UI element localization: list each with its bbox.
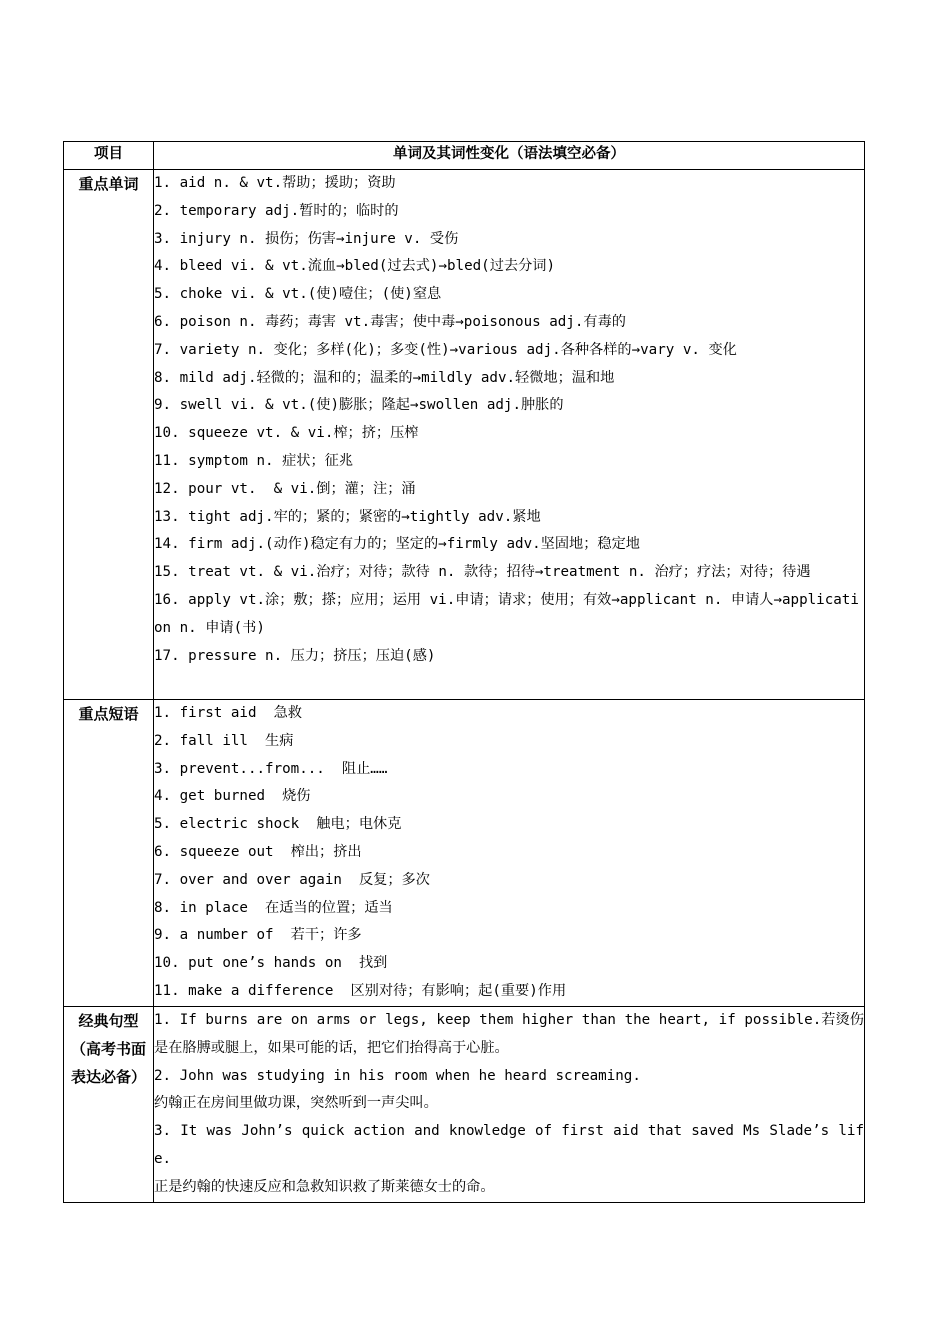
list-item: 9. a number of 若干；许多 — [154, 927, 362, 944]
list-item: 11. symptom n. 症状；征兆 — [154, 452, 354, 469]
header-words: 单词及其词性变化（语法填空必备） — [154, 142, 865, 170]
list-item: 8. in place 在适当的位置；适当 — [154, 899, 393, 916]
list-item: 1. first aid 急救 — [154, 705, 302, 721]
list-item: 5. choke vi. & vt.(使)噎住；(使)窒息 — [154, 286, 442, 303]
header-item: 项目 — [64, 142, 154, 170]
section-row-phrases — [64, 700, 865, 1007]
section-body-phrases — [154, 700, 865, 1007]
category-key-sentences: 经典句型（高考书面表达必备） — [64, 1007, 154, 1203]
category-key-words: 重点单词 — [64, 170, 154, 700]
list-item: 11. make a difference 区别对待；有影响；起(重要)作用 — [154, 982, 567, 999]
list-item: 17. pressure n. 压力；挤压；压迫(感) — [154, 647, 436, 664]
list-item: 2. John was studying in his room when he heard screaming. — [154, 1067, 641, 1084]
vocabulary-table — [63, 141, 865, 1203]
list-item: 16. apply vt.涂；敷；搽；应用；运用 vi.申请；请求；使用；有效→applicant n. 申请人→application n. 申请(书) — [154, 591, 859, 636]
list-item: 10. squeeze vt. & vi.榨；挤；压榨 — [154, 425, 419, 442]
section-row-words — [64, 170, 865, 700]
list-item: 1. If burns are on arms or legs, keep them higher than the heart, if possible.若烫伤是在胳膊或腿上，如果可能的话，把它们抬得高于心脏。 — [154, 1012, 864, 1056]
list-item: 6. poison n. 毒药；毒害 vt.毒害；使中毒→poisonous adj.有毒的 — [154, 313, 626, 330]
list-item: 12. pour vt. & vi.倒；灌；注；涌 — [154, 480, 416, 497]
list-item: 6. squeeze out 榨出；挤出 — [154, 843, 362, 860]
list-item: 8. mild adj.轻微的；温和的；温柔的→mildly adv.轻微地；温和地 — [154, 369, 615, 386]
list-item: 4. get burned 烧伤 — [154, 788, 311, 805]
section-body-words — [154, 170, 865, 700]
list-item: 10. put one’s hands on 找到 — [154, 955, 388, 972]
list-item: 9. swell vi. & vt.(使)膨胀；隆起→swollen adj.肿胀的 — [154, 397, 564, 414]
list-item: 13. tight adj.牢的；紧的；紧密的→tightly adv.紧地 — [154, 508, 541, 525]
list-item: 5. electric shock 触电；电休克 — [154, 816, 402, 833]
list-item: 14. firm adj.(动作)稳定有力的；坚定的→firmly adv.坚固地；稳定地 — [154, 536, 640, 553]
list-item: 3. injury n. 损伤；伤害→injure v. 受伤 — [154, 230, 459, 247]
list-item: 2. temporary adj.暂时的；临时的 — [154, 202, 399, 219]
list-item: 正是约翰的快速反应和急救知识救了斯莱德女士的命。 — [154, 1178, 495, 1195]
list-item: 4. bleed vi. & vt.流血→bled(过去式)→bled(过去分词) — [154, 258, 556, 275]
list-item: 7. variety n. 变化；多样(化)；多变(性)→various adj.各种各样的→vary v. 变化 — [154, 341, 737, 358]
section-row-sentences — [64, 1007, 865, 1203]
list-item: 3. prevent...from... 阻止…… — [154, 760, 388, 777]
list-item: 3. It was John’s quick action and knowledge of first aid that saved Ms Slade’s life. — [154, 1123, 864, 1167]
section-body-sentences — [154, 1007, 865, 1203]
table-header-row — [64, 142, 865, 170]
list-item: 约翰正在房间里做功课，突然听到一声尖叫。 — [154, 1095, 438, 1112]
list-item: 1. aid n. & vt.帮助；援助；资助 — [154, 175, 396, 191]
category-key-phrases: 重点短语 — [64, 700, 154, 1007]
list-item: 15. treat vt. & vi.治疗；对待；款待 n. 款待；招待→treatment n. 治疗；疗法；对待；待遇 — [154, 564, 811, 581]
list-item: 2. fall ill 生病 — [154, 732, 294, 749]
list-item: 7. over and over again 反复；多次 — [154, 871, 430, 888]
